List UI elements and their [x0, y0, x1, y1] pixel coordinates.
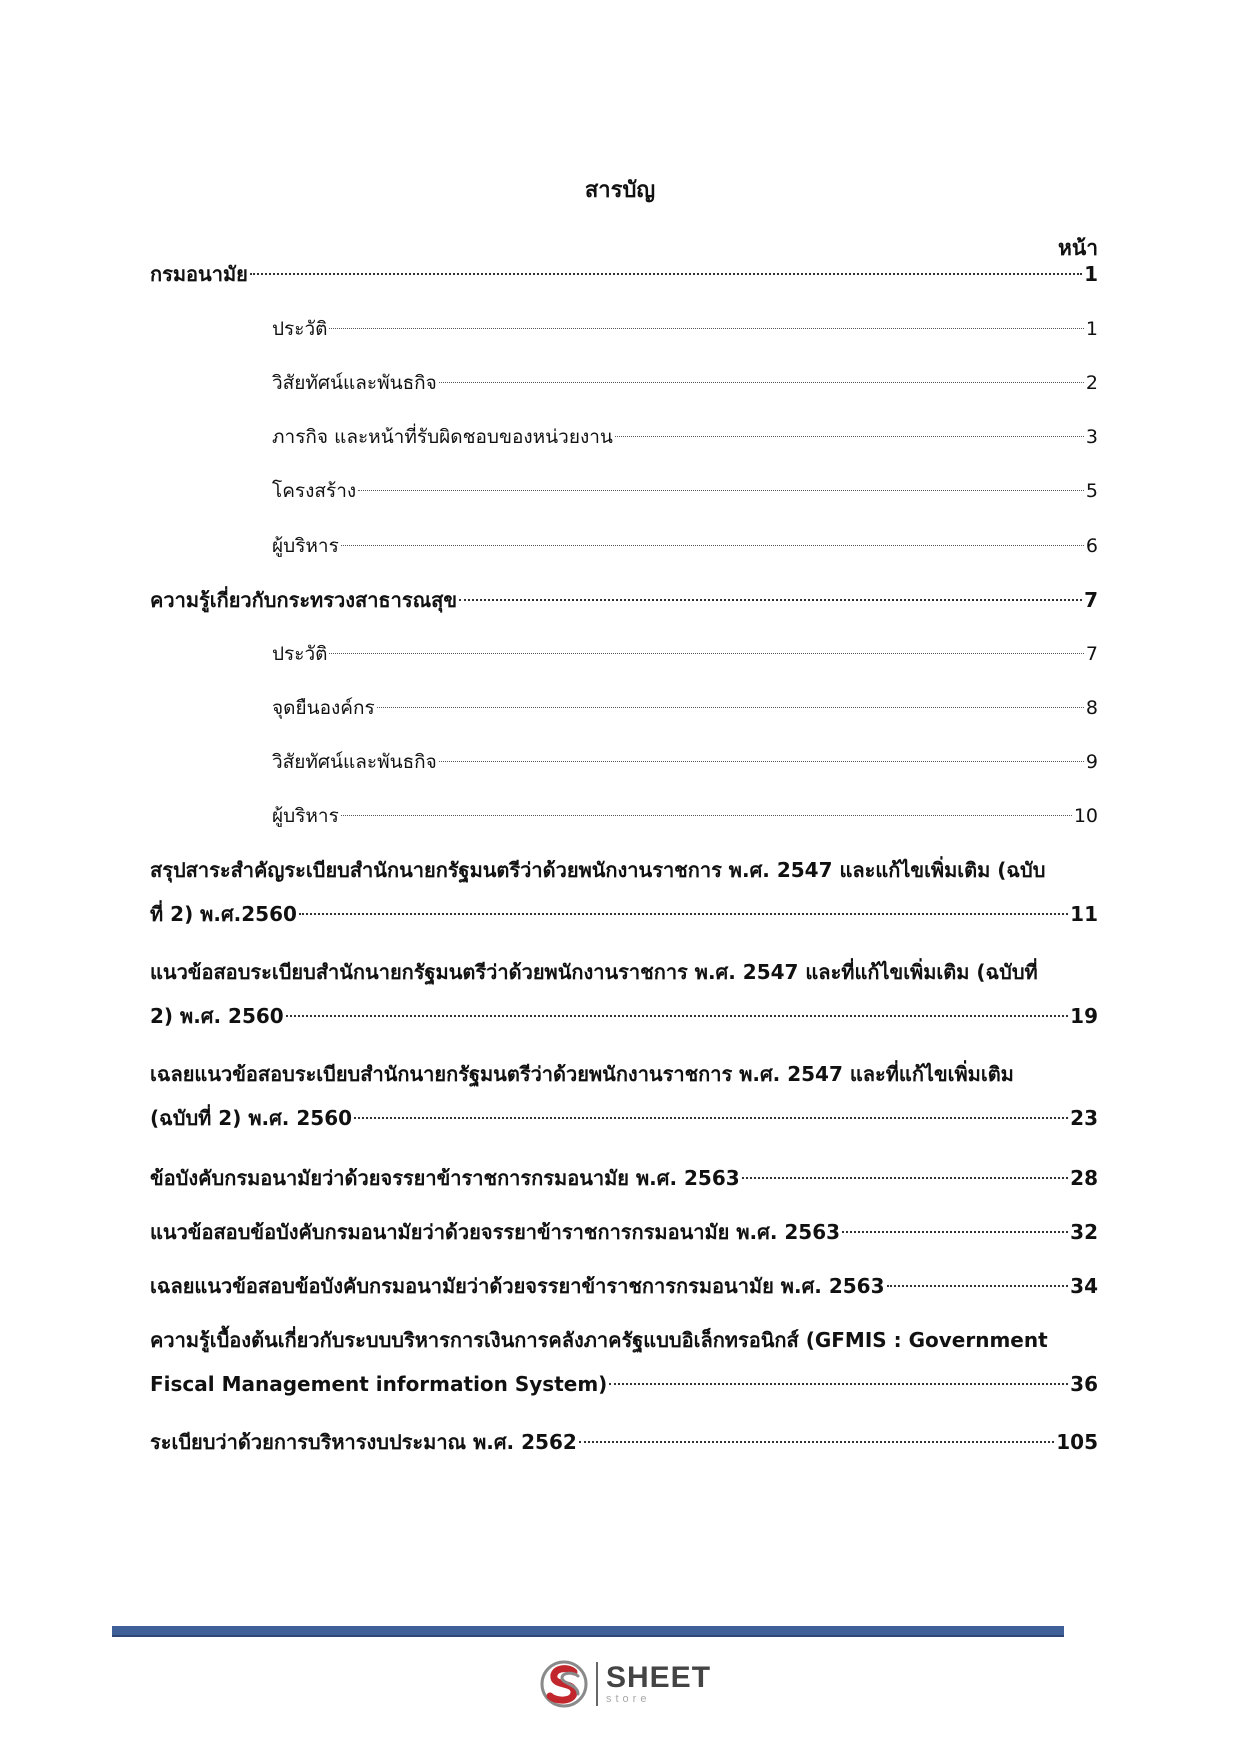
toc-entry-page-number: 1	[1084, 262, 1098, 286]
toc-entry-label: ที่ 2) พ.ศ.2560	[150, 902, 297, 926]
toc-entry-page-number: 9	[1085, 751, 1098, 773]
sheet-store-logo	[538, 1654, 718, 1714]
toc-entry-page-number: 19	[1070, 1004, 1098, 1028]
toc-entry[interactable]	[272, 307, 1098, 351]
toc-entry-label-line1: สรุปสาระสำคัญระเบียบสำนักนายกรัฐมนตรีว่าด้วยพนักงานราชการ พ.ศ. 2547 และแก้ไขเพิ่มเติม (ฉบับ	[150, 858, 1046, 882]
toc-entry-label: ภารกิจ และหน้าที่รับผิดชอบของหน่วยงาน	[272, 426, 613, 448]
toc-entry[interactable]	[272, 469, 1098, 513]
toc-entry[interactable]	[150, 252, 1098, 296]
toc-entry-label-line1: เฉลยแนวข้อสอบระเบียบสำนักนายกรัฐมนตรีว่าด้วยพนักงานราชการ พ.ศ. 2547 และที่แก้ไขเพิ่มเติม	[150, 1062, 1014, 1086]
toc-entry-page-number: 1	[1085, 318, 1098, 340]
toc-entry[interactable]	[150, 1156, 1098, 1200]
toc-entry-label: ความรู้เกี่ยวกับกระทรวงสาธารณสุข	[150, 588, 458, 612]
toc-entry-page-number: 6	[1085, 535, 1098, 557]
dot-leader	[615, 436, 1084, 437]
dot-leader	[341, 545, 1084, 546]
page-title: สารบัญ	[584, 178, 656, 203]
toc-entry-page-number: 32	[1070, 1220, 1098, 1244]
toc-entry-label: ระเบียบว่าด้วยการบริหารงบประมาณ พ.ศ. 2562	[150, 1430, 577, 1454]
dot-leader	[358, 490, 1084, 491]
toc-entry-label: 2) พ.ศ. 2560	[150, 1004, 284, 1028]
dot-leader	[439, 382, 1084, 383]
toc-entry-page-number: 11	[1070, 902, 1098, 926]
toc-entry-label: แนวข้อสอบข้อบังคับกรมอนามัยว่าด้วยจรรยาข้าราชการกรมอนามัย พ.ศ. 2563	[150, 1220, 841, 1244]
toc-entry[interactable]	[272, 686, 1098, 730]
toc-entry-page-number: 34	[1070, 1274, 1098, 1298]
toc-entry-label: จุดยืนองค์กร	[272, 697, 375, 719]
toc-entry-label: (ฉบับที่ 2) พ.ศ. 2560	[150, 1106, 353, 1130]
toc-entry-label: โครงสร้าง	[272, 480, 357, 502]
dot-leader	[341, 815, 1072, 816]
toc-entry-label-line1: ความรู้เบื้องต้นเกี่ยวกับระบบบริหารการเงินการคลังภาครัฐแบบอิเล็กทรอนิกส์ (GFMIS : Government	[150, 1328, 1048, 1352]
toc-entry-page-number: 3	[1085, 426, 1098, 448]
toc-entry[interactable]	[150, 578, 1098, 622]
toc-entry-page-number: 8	[1085, 697, 1098, 719]
toc-entry-page-number: 23	[1070, 1106, 1098, 1130]
toc-entry-page-number: 2	[1085, 372, 1098, 394]
toc-entry[interactable]	[272, 361, 1098, 405]
dot-leader	[329, 653, 1083, 654]
toc-entry[interactable]	[150, 1210, 1098, 1254]
toc-entry[interactable]	[150, 1264, 1098, 1308]
sheet-store-logo-icon	[538, 1658, 590, 1710]
dot-leader	[579, 1441, 1054, 1443]
toc-entry-page-number: 36	[1070, 1372, 1098, 1396]
toc-entry-page-number: 5	[1085, 480, 1098, 502]
toc-entry-label: วิสัยทัศน์และพันธกิจ	[272, 372, 437, 394]
toc-entry-page-number: 28	[1070, 1166, 1098, 1190]
toc-entry[interactable]	[150, 1052, 1098, 1140]
logo-separator	[596, 1662, 598, 1706]
toc-entry-page-number: 7	[1085, 643, 1098, 665]
dot-leader	[887, 1285, 1069, 1287]
dot-leader	[609, 1383, 1068, 1385]
page-column-header: หน้า	[1058, 236, 1098, 260]
toc-entry-label: ผู้บริหาร	[272, 535, 339, 557]
logo-text: SHEET	[606, 1661, 712, 1694]
toc-entry-label: ประวัติ	[272, 643, 328, 665]
toc-entry-label-line1: แนวข้อสอบระเบียบสำนักนายกรัฐมนตรีว่าด้วยพนักงานราชการ พ.ศ. 2547 และที่แก้ไขเพิ่มเติม (ฉบับที่	[150, 960, 1038, 984]
toc-entry-label: ข้อบังคับกรมอนามัยว่าด้วยจรรยาข้าราชการกรมอนามัย พ.ศ. 2563	[150, 1166, 740, 1190]
dot-leader	[354, 1117, 1068, 1119]
toc-entry[interactable]	[150, 1420, 1098, 1464]
toc-entry-label: ผู้บริหาร	[272, 805, 339, 827]
dot-leader	[742, 1177, 1068, 1179]
toc-entry[interactable]	[272, 740, 1098, 784]
toc-entry-label: กรมอนามัย	[150, 262, 248, 286]
toc-entry-label: เฉลยแนวข้อสอบข้อบังคับกรมอนามัยว่าด้วยจรรยาข้าราชการกรมอนามัย พ.ศ. 2563	[150, 1274, 885, 1298]
logo-subtext: store	[606, 1693, 651, 1705]
dot-leader	[377, 707, 1084, 708]
toc-entry-page-number: 10	[1073, 805, 1098, 827]
dot-leader	[459, 599, 1082, 601]
toc-entry[interactable]	[272, 524, 1098, 568]
toc-entry[interactable]	[150, 848, 1098, 936]
toc-entry-label: วิสัยทัศน์และพันธกิจ	[272, 751, 437, 773]
toc-entry[interactable]	[150, 950, 1098, 1038]
toc-entry-page-number: 7	[1084, 588, 1098, 612]
toc-entry[interactable]	[150, 1318, 1098, 1406]
toc-entry-label: Fiscal Management information System)	[150, 1372, 608, 1396]
dot-leader	[842, 1231, 1068, 1233]
dot-leader	[329, 328, 1083, 329]
footer-bar	[112, 1626, 1064, 1637]
toc-entry-label: ประวัติ	[272, 318, 328, 340]
toc-entry-page-number: 105	[1056, 1430, 1098, 1454]
toc-entry[interactable]	[272, 415, 1098, 459]
dot-leader	[250, 273, 1082, 275]
dot-leader	[286, 1015, 1068, 1017]
toc-entry[interactable]	[272, 632, 1098, 676]
toc-entry[interactable]	[272, 794, 1098, 838]
dot-leader	[299, 913, 1068, 915]
dot-leader	[439, 761, 1084, 762]
